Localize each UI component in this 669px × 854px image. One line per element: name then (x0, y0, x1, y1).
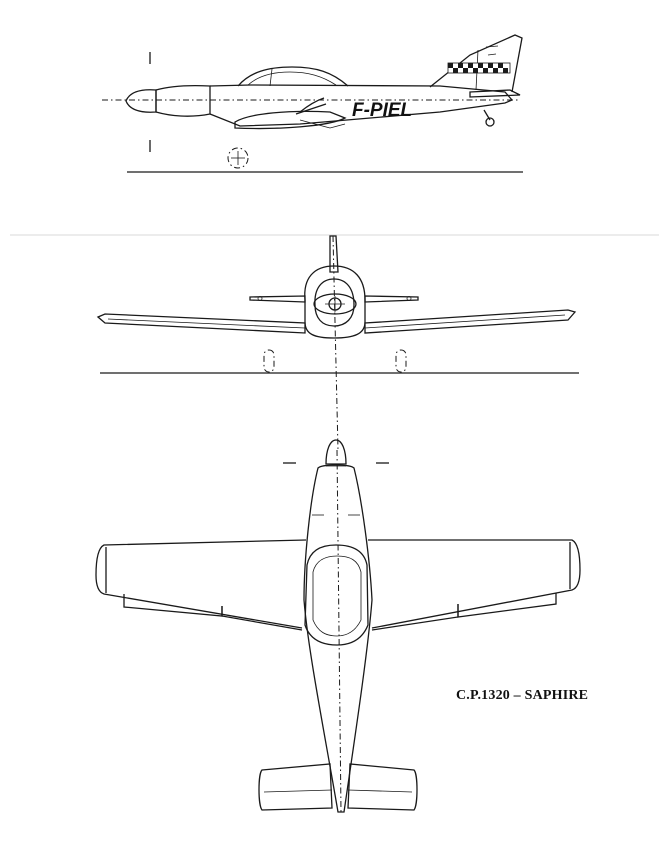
front-right-wheel (396, 350, 406, 372)
side-stabilizer (470, 90, 520, 97)
drawing-caption: C.P.1320 – SAPHIRE (456, 688, 589, 703)
front-left-wing-line (108, 319, 305, 328)
side-tailwheel (484, 110, 494, 126)
fin-marking (486, 46, 498, 47)
front-left-wheel (264, 350, 274, 372)
top-left-wing (96, 540, 306, 628)
front-view (98, 236, 579, 450)
fin-marking-2 (488, 54, 496, 55)
center-of-gravity-symbol (228, 148, 248, 168)
side-stripe-2 (296, 104, 326, 114)
top-right-stabilizer (348, 764, 417, 810)
top-canopy-inner (313, 556, 361, 636)
top-spinner (326, 440, 346, 464)
top-centerline (337, 450, 341, 812)
top-left-elevator-hinge (264, 790, 332, 792)
side-view (102, 35, 523, 172)
side-spinner (126, 90, 156, 112)
top-canopy (305, 545, 368, 645)
side-canopy (238, 67, 348, 86)
top-left-stabilizer (259, 764, 332, 810)
side-cowling (156, 86, 210, 117)
top-right-elevator-hinge (348, 790, 412, 792)
top-view (96, 440, 580, 812)
fin-checkerboard (448, 63, 510, 73)
top-left-aileron (124, 594, 222, 616)
registration-text: F-PIEL (352, 100, 413, 121)
side-canopy-frame (270, 69, 272, 86)
side-canopy-inner (248, 72, 336, 85)
top-right-aileron (458, 593, 556, 617)
